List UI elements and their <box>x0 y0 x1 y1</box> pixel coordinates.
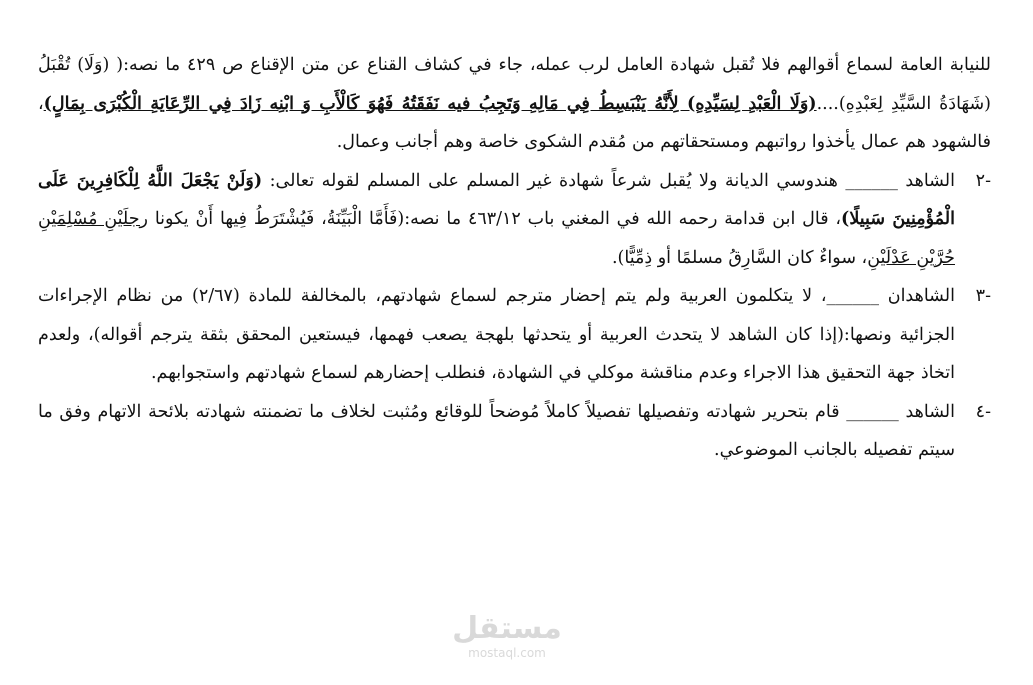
intro-quote: (وَلَا الْعَبْدِ لِسَيِّدِهِ) لِأَنَّهُ يَنْبَسِطُ فِي مَالِهِ وَتَجِبُ فيه نَفَقَتُهُ فَهُوَ كَالْأَبِ وَ ابْنِه زَادَ فِي الرِّعَايَةِ الْكُبْرَى بِمَالٍ) <box>43 93 817 114</box>
list-item-4 <box>38 393 991 470</box>
quran-verse: (وَلَنْ يَجْعَلَ اللَّهُ لِلْكَافِرِينَ عَلَى الْمُؤْمِنِينَ سَبِيلًا) <box>38 170 955 229</box>
mostaql-watermark <box>452 612 562 660</box>
watermark-logo: مستقل <box>452 611 562 646</box>
item-text: الشاهد ______ هندوسي الديانة ولا يُقبل شرعاً شهادة غير المسلم على المسلم لقوله تعالى: <box>262 170 955 191</box>
item-text-cont: ، قال ابن قدامة رحمه الله في المغني باب ٤٦٣/١٢ ما نصه:(فَأَمَّا الْبَيِّنَةُ، فَيُشْتَرَطُ فِيها أَنْ يكونا <box>148 209 842 229</box>
list-item-3 <box>38 277 991 393</box>
underlined-phrase: رجلَيْنِ مُسْلِمَيْنِ حُرَّيْنِ عَدْلَيْنِ <box>38 209 955 268</box>
item-number: -٢ <box>975 170 991 191</box>
item-text: الشاهدان ______، لا يتكلمون العربية ولم يتم إحضار مترجم لسماع شهادتهم، بالمخالفة للمادة (٢/٦٧) من نظام الإجراءات الجزائية ونصها:(إذا كان الشاهد لا يتحدث العربية أو يتحدثها بلهجة يصعب فهمها، فيستعين المحقق بثقة يترجم أقواله)، ولعدم اتخاذ جهة التحقيق هذا الاجراء وعدم مناقشة موكلي في الشهادة، فنطلب إحضارهم لسماع شهادتهم واستجوابهم. <box>38 286 955 383</box>
watermark-url: mostaql.com <box>468 646 546 660</box>
item-text: الشاهد ______ قام بتحرير شهادته وتفصيلها تفصيلاً كاملاً مُوضحاً للوقائع ومُثبت لخلاف ما تضمنته شهادته بلائحة الاتهام وفق ما سيتم تفصيله بالجانب الموضوعي. <box>38 401 955 460</box>
item-number: -٣ <box>975 286 991 306</box>
item-number: -٤ <box>975 401 991 422</box>
list-item-2 <box>38 162 991 278</box>
intro-paragraph <box>38 46 991 162</box>
item-text-end: ، سواءٌ كان السَّارِقُ مسلمًا أو ذِمِّيًّا). <box>611 247 868 268</box>
intro-text-end: ، فالشهود هم عمال يأخذوا رواتبهم ومستحقاتهم من مُقدم الشكوى خاصة وهم أجانب وعمال. <box>38 93 991 152</box>
intro-text: للنيابة العامة لسماع أقوالهم فلا تُقبل شهادة العامل لرب عمله، جاء في كشاف القناع عن متن الإقناع ص ٤٢٩ ما نصه:( (وَلَا) تُقْبَلُ (شَهَادَةُ السَّيِّدِ لِعَبْدِهِ).... <box>38 55 992 114</box>
